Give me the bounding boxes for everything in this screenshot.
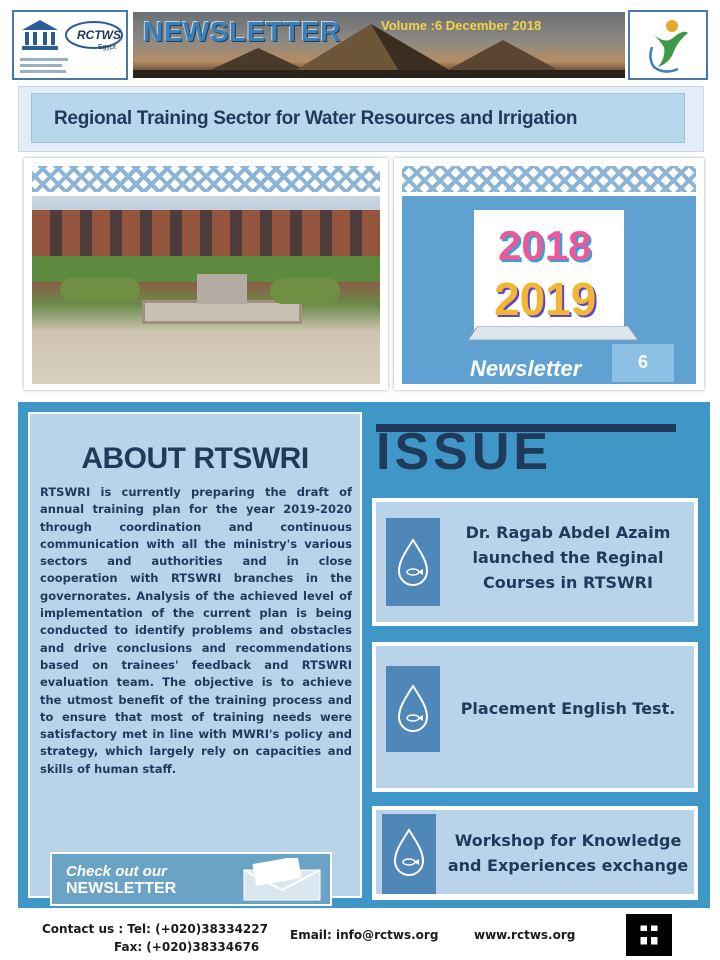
- volume-date: Volume :6 December 2018: [381, 18, 542, 33]
- about-body: RTSWRI is currently preparing the draft of annual training plan for the year 2019-2020 through coordination and continuous communication with all the ministry's various sectors and authorities and in close cooperation with RTSWRI branches in the governorates. Analysis of the achieved level of implementation of the current plan is being conducted to identify problems and obstacles and drive conclusions and recommendations based on trainees' feedback and RTSWRI evaluation team. The objective is to achieve the utmost benefit of the training process and to ensure that most of training needs were satisfactory met in line with MWRI's policy and strategy, which largely rely on capacities and skills of human staff.: [40, 485, 352, 776]
- logo-caption-line: [20, 70, 66, 73]
- issue-item-icon-box: [386, 518, 440, 606]
- issue-item-card[interactable]: [372, 498, 698, 626]
- sector-title: Regional Training Sector for Water Resources and Irrigation: [54, 108, 578, 129]
- lattice-pattern-strip: [32, 166, 380, 192]
- logo-caption-line: [20, 58, 68, 61]
- cover-label: Newsletter: [470, 356, 582, 381]
- issue-item-title: Placement English Test.: [460, 699, 676, 718]
- in-this-issue-panel: [368, 412, 700, 898]
- sector-title-panel: [31, 93, 685, 143]
- envelope-icon: [234, 858, 326, 902]
- unesco-temple-icon: [20, 18, 60, 52]
- cta-line-1: Check out our: [66, 863, 167, 880]
- issue-item-card[interactable]: [372, 642, 698, 792]
- footer: [18, 912, 710, 960]
- banner-title: NEWSLETTER: [143, 16, 341, 47]
- rctws-logo-sub: Egypt: [98, 44, 116, 51]
- main-section: [18, 402, 710, 908]
- issue-item-panel: [376, 810, 694, 894]
- contact-fax: Fax: (+020)38334676: [114, 940, 260, 954]
- issue-item-card[interactable]: [372, 806, 698, 900]
- issue-item-icon-box: [382, 814, 436, 894]
- issue-item-title: Workshop for Knowledge and Experiences exchange: [447, 831, 689, 875]
- building-photo-frame: [24, 158, 388, 390]
- sector-title-bar: [18, 86, 704, 152]
- water-drop-fish-icon: [386, 666, 440, 752]
- year-top: 2018: [498, 222, 592, 269]
- building-photo: [32, 196, 380, 384]
- issue-number: 6: [637, 352, 648, 372]
- cta-text: [66, 863, 176, 897]
- contact-email[interactable]: Email: info@rctws.org: [290, 928, 439, 942]
- building-facade: [32, 210, 380, 262]
- logo-caption-line: [20, 64, 62, 67]
- cover-card-frame: [394, 158, 704, 390]
- website-link[interactable]: www.rctws.org: [474, 928, 576, 942]
- issue-item-title: Dr. Ragab Abdel Azaim launched the Reginal Courses in RTSWRI: [465, 523, 671, 592]
- rctws-logo-text: RCTWS: [77, 28, 121, 42]
- year-bottom: 2019: [494, 273, 597, 325]
- header-banner: [133, 12, 625, 78]
- sector-logo: [628, 10, 708, 80]
- issue-heading: ISSUE: [376, 423, 553, 481]
- shrub: [270, 278, 340, 304]
- person-drop-logo-icon: [644, 17, 694, 75]
- about-heading: ABOUT RTSWRI: [81, 442, 309, 475]
- check-newsletter-button[interactable]: [50, 852, 332, 906]
- issue-item-panel: [376, 646, 694, 788]
- unesco-rctws-logo: [12, 10, 128, 80]
- fountain-statue: [197, 274, 247, 304]
- lattice-pattern-strip: [402, 166, 696, 192]
- issue-item-icon-box: [386, 666, 440, 752]
- qr-code[interactable]: [626, 914, 672, 956]
- water-drop-fish-icon: [382, 814, 436, 894]
- issue-item-panel: [376, 502, 694, 622]
- about-panel: [28, 412, 362, 898]
- contact-phone: Contact us : Tel: (+020)38334227: [42, 922, 268, 936]
- issue-number-box: [612, 344, 674, 382]
- laptop-base-icon: [468, 326, 638, 342]
- water-drop-fish-icon: [386, 518, 440, 606]
- shrub: [60, 278, 140, 302]
- newsletter-cover-card: [402, 196, 696, 384]
- cta-line-2: NEWSLETTER: [66, 880, 177, 897]
- year-graphic: [474, 210, 624, 330]
